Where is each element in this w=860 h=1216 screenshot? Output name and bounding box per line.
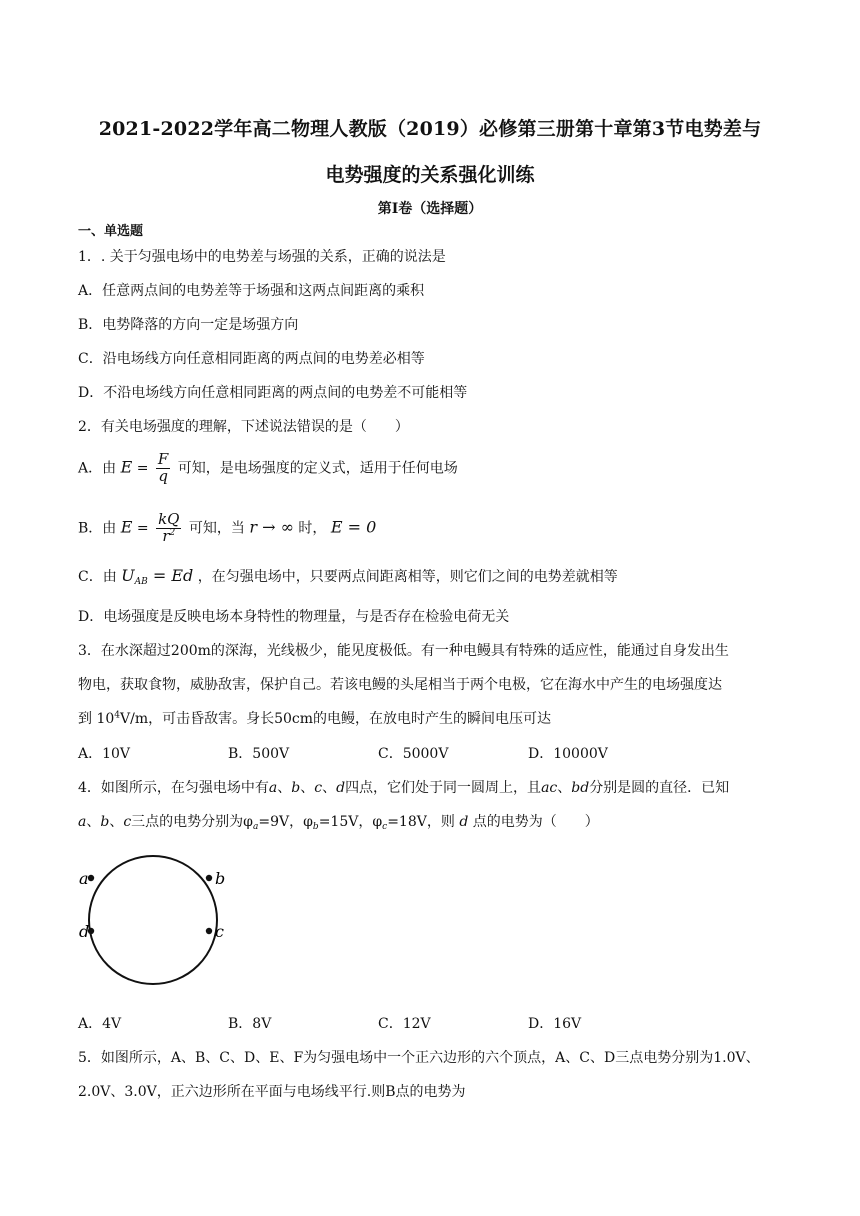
q4-line2-post2: =15V，φ — [318, 814, 383, 830]
formula-UAB-Ed: $U_{AB} = Ed$ — [121, 566, 194, 587]
label-d: d — [79, 922, 90, 941]
q5-line1: 5．如图所示，A、B、C、D、E、F为匀强电场中一个正六边形的六个顶点，A、C、D三点电势分别为1.0V、 — [78, 1050, 760, 1066]
q2-option-a: A．由 E = $\frac{F}{q}$ 可知，是电场强度的定义式，适用于任何电场 — [78, 450, 458, 485]
document-title-line2: 电势强度的关系强化训练 — [325, 164, 535, 186]
q2-c-suffix: ，在匀强电场中，只要两点间距离相等，则它们之间的电势差就相等 — [197, 569, 618, 585]
q2-b-prefix: B．由 — [78, 520, 117, 537]
q4-line1-post2: 分别是圆的直径．已知 — [589, 780, 730, 796]
q4-line2-post4: 点的电势为（ ） — [472, 814, 599, 830]
point-b — [206, 875, 212, 881]
formula-r-to-infinity: r → ∞ — [249, 517, 294, 537]
q2-stem: 2．有关电场强度的理解，下述说法错误的是（ ） — [78, 419, 409, 435]
q2-b-mid2: 时， — [298, 520, 327, 537]
point-c — [206, 928, 212, 934]
formula-fraction-F-over-q: $\frac{F}{q}$ — [157, 450, 169, 485]
q5-line2: 2.0V、3.0V，正六边形所在平面与电场线平行.则B点的电势为 — [78, 1084, 466, 1100]
q1-option-a: A．任意两点间的电势差等于场强和这两点间距离的乘积 — [78, 283, 425, 299]
q4-option-a: A．4V — [78, 1016, 122, 1032]
q2-option-d: D．电场强度是反映电场本身特性的物理量，与是否存在检验电荷无关 — [78, 609, 510, 625]
q4-option-d: D．16V — [528, 1016, 582, 1032]
formula-E-zero: E = 0 — [330, 517, 377, 537]
q3-option-a: A．10V — [78, 746, 131, 762]
label-a: a — [79, 869, 89, 888]
q3-line3-pre: 到 10 — [78, 711, 115, 727]
q4-line2-post: =9V，φ — [258, 814, 313, 830]
q4-line1: 4．如图所示，在匀强电场中有a、b、c、d四点，它们处于同一圆周上，且ac、bd分别是圆的直径．已知 — [78, 780, 730, 796]
q1-option-c: C．沿电场线方向任意相同距离的两点间的电势差必相等 — [78, 351, 425, 367]
q4-option-c: C．12V — [378, 1016, 431, 1032]
circle-outline — [89, 856, 217, 984]
q2-b-mid: 可知，当 — [188, 520, 245, 537]
q4-line2-pre: 三点的电势分别为φ — [131, 814, 253, 830]
formula-fraction-kQ-over-r2: $\frac{kQ}{r^2}$ — [158, 510, 180, 545]
q4-line2: a、b、c三点的电势分别为$\varphi_a=9V$，$\varphi_b=15V$，$\varphi_c=18V$，则 d 点的电势为（ ） — [78, 814, 599, 832]
q2-option-c — [78, 566, 618, 587]
q4-circle-diagram — [74, 838, 244, 1008]
q2-a-suffix: 可知，是电场强度的定义式，适用于任何电场 — [177, 460, 458, 477]
q2-c-prefix: C．由 — [78, 569, 117, 585]
q3-line2: 物电，获取食物，威胁敌害，保护自己。若该电鳗的头尾相当于两个电极，它在海水中产生的电场强度达 — [78, 677, 722, 693]
q3-line3-post: V/m，可击昏敌害。身长50cm的电鳗，在放电时产生的瞬间电压可达 — [120, 711, 552, 727]
q2-a-prefix: A．由 — [78, 460, 117, 477]
q1-option-d: D．不沿电场线方向任意相同距离的两点间的电势差不可能相等 — [78, 385, 468, 401]
q2-option-b: B．由 E = $\frac{kQ}{r^2}$ 可知，当 r → ∞ 时， E = 0 — [78, 510, 377, 545]
q1-stem: 1．. 关于匀强电场中的电势差与场强的关系，正确的说法是 — [78, 249, 446, 265]
point-a — [88, 875, 94, 881]
formula-E: E — [120, 457, 133, 477]
formula-E: E — [120, 517, 133, 537]
q3-option-b: B．500V — [228, 746, 290, 762]
q3-exponent: 4 — [114, 710, 120, 721]
q3-line3 — [78, 708, 551, 728]
q4-line1-pre: 4．如图所示，在匀强电场中有 — [78, 780, 269, 796]
document-title-line1: 2021-2022学年高二物理人教版（2019）必修第三册第十章第3节电势差与 — [98, 118, 762, 140]
q3-option-d: D．10000V — [528, 746, 608, 762]
q1-option-b: B．电势降落的方向一定是场强方向 — [78, 317, 299, 333]
q4-line2-post3: =18V，则 — [387, 814, 455, 830]
label-c: c — [215, 922, 224, 941]
section-heading: 一、单选题 — [78, 224, 144, 239]
q4-option-b: B．8V — [228, 1016, 272, 1032]
label-b: b — [215, 869, 226, 888]
volume-subtitle: 第Ⅰ卷（选择题） — [377, 201, 483, 217]
q4-line1-post: 四点，它们处于同一圆周上，且 — [345, 780, 542, 796]
q3-line1: 3．在水深超过200m的深海，光线极少，能见度极低。有一种电鳗具有特殊的适应性，能通过自身发出生 — [78, 643, 729, 659]
q3-option-c: C．5000V — [378, 746, 449, 762]
